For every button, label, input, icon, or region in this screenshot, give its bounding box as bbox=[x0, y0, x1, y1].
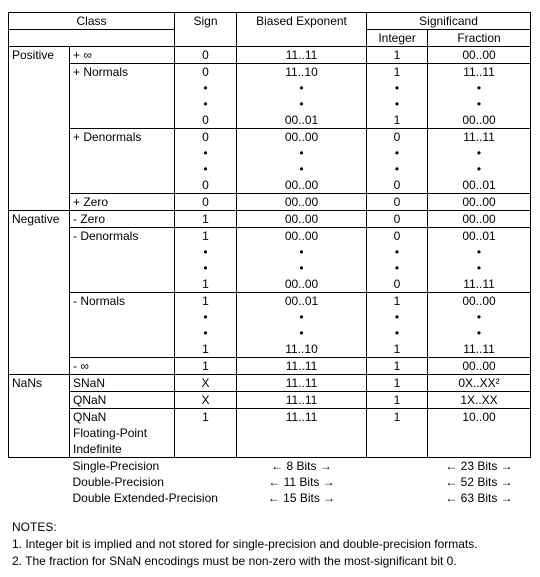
sign-cell bbox=[175, 47, 237, 64]
class-cell-line: QNaN bbox=[73, 410, 107, 424]
exponent-cell-line: 00..00 bbox=[284, 277, 319, 291]
sign-cell-line: • bbox=[203, 81, 208, 95]
integer-cell-line: 1 bbox=[393, 359, 401, 373]
fraction-cell-line: 11..11 bbox=[463, 342, 495, 356]
integer-cell-line: 1 bbox=[393, 294, 401, 308]
group-label: Negative bbox=[9, 211, 70, 375]
exponent-cell-line: 11..11 bbox=[285, 376, 318, 390]
exponent-cell-line: 11..10 bbox=[285, 65, 318, 79]
table-row bbox=[9, 375, 531, 392]
exponent-cell bbox=[237, 47, 367, 64]
format-name: Double-Precision bbox=[72, 475, 164, 489]
sign-cell bbox=[175, 64, 237, 129]
integer-cell bbox=[367, 129, 428, 194]
fraction-cell bbox=[428, 194, 531, 211]
integer-cell-line: 0 bbox=[393, 195, 401, 209]
sign-cell bbox=[175, 375, 237, 392]
exponent-cell-line: 00..00 bbox=[284, 195, 319, 209]
sign-cell-line: • bbox=[203, 261, 208, 275]
exponent-cell-line: 00..00 bbox=[284, 212, 319, 226]
note-2: 2. The fraction for SNaN encodings must be non-zero with the most-significant bit 0. bbox=[12, 554, 457, 568]
integer-cell-line: 0 bbox=[393, 130, 401, 144]
exponent-bits: ← 8 Bits → bbox=[271, 459, 332, 473]
sign-cell-line: X bbox=[201, 393, 210, 407]
sign-cell bbox=[175, 293, 237, 358]
integer-cell bbox=[367, 358, 428, 375]
header-sign: Sign bbox=[175, 13, 237, 47]
integer-cell bbox=[367, 375, 428, 392]
exponent-cell bbox=[237, 375, 367, 392]
header-integer: Integer bbox=[367, 30, 428, 47]
exponent-cell bbox=[237, 228, 367, 293]
fraction-cell-line: 11..11 bbox=[463, 65, 495, 79]
fraction-cell-line: • bbox=[476, 326, 482, 340]
integer-cell bbox=[367, 228, 428, 293]
sign-cell bbox=[175, 211, 237, 228]
sign-cell-line: 1 bbox=[202, 212, 209, 226]
sign-cell-line: X bbox=[201, 376, 210, 390]
class-cell-line: - Zero bbox=[73, 212, 106, 226]
fraction-bits: ← 63 Bits → bbox=[445, 491, 513, 505]
integer-cell-line: • bbox=[394, 81, 400, 95]
fraction-cell-line: 11..11 bbox=[463, 277, 495, 291]
table-row bbox=[9, 129, 531, 194]
integer-cell-line: 1 bbox=[393, 48, 401, 62]
class-cell-line: + Zero bbox=[73, 195, 109, 209]
exponent-cell-line: 11..11 bbox=[285, 393, 318, 407]
integer-cell-line: 0 bbox=[393, 277, 401, 291]
format-name: Double Extended-Precision bbox=[72, 491, 218, 505]
exponent-cell-line: • bbox=[299, 81, 304, 95]
sign-cell-line: 0 bbox=[202, 195, 209, 209]
fraction-cell bbox=[428, 375, 531, 392]
integer-cell bbox=[367, 211, 428, 228]
exponent-cell bbox=[237, 129, 367, 194]
table-row bbox=[9, 228, 531, 293]
fraction-cell-line: 11..11 bbox=[463, 130, 495, 144]
header-significand: Significand bbox=[367, 13, 531, 30]
fraction-cell-line: • bbox=[476, 146, 482, 160]
header-class-spacer bbox=[9, 30, 175, 47]
table-row bbox=[9, 194, 531, 211]
sign-cell-line: 1 bbox=[202, 342, 209, 356]
class-cell-line: - Normals bbox=[73, 294, 126, 308]
integer-cell bbox=[367, 47, 428, 64]
exponent-cell-line: 00..00 bbox=[284, 130, 319, 144]
table-row bbox=[9, 47, 531, 64]
group-label: NaNs bbox=[9, 375, 70, 458]
table-row bbox=[9, 358, 531, 375]
fraction-cell-line: 10..00 bbox=[462, 410, 496, 424]
sign-cell-line: 0 bbox=[202, 130, 209, 144]
fraction-cell-line: 00..01 bbox=[462, 178, 496, 192]
fraction-cell-line: • bbox=[476, 310, 482, 324]
sign-cell-line: 0 bbox=[202, 48, 209, 62]
exponent-cell-line: • bbox=[299, 245, 304, 259]
exponent-cell-line: • bbox=[299, 97, 304, 111]
integer-cell-line: • bbox=[394, 146, 400, 160]
fraction-cell bbox=[428, 293, 531, 358]
class-cell-line: Indefinite bbox=[73, 442, 122, 456]
exponent-cell bbox=[237, 392, 367, 409]
sign-cell bbox=[175, 194, 237, 211]
sign-cell-line: 1 bbox=[202, 294, 209, 308]
exponent-cell-line: • bbox=[299, 261, 304, 275]
integer-cell-line: • bbox=[394, 261, 400, 275]
sign-cell-line: 1 bbox=[202, 410, 209, 424]
integer-cell bbox=[367, 194, 428, 211]
class-cell-line: Floating-Point bbox=[73, 426, 148, 440]
sign-cell-line: 1 bbox=[202, 359, 209, 373]
sign-cell bbox=[175, 228, 237, 293]
exponent-cell-line: 11..11 bbox=[285, 48, 318, 62]
bit-width-spacer bbox=[367, 490, 428, 506]
class-cell-line: QNaN bbox=[73, 393, 107, 407]
integer-cell bbox=[367, 409, 428, 458]
integer-cell-line: • bbox=[394, 245, 400, 259]
fraction-bits: ← 23 Bits → bbox=[445, 459, 513, 473]
exponent-cell-line: • bbox=[299, 146, 304, 160]
note-1: 1. Integer bit is implied and not stored for single-precision and double-precision formats. bbox=[12, 537, 478, 551]
bit-width-rows bbox=[9, 458, 531, 507]
integer-cell-line: • bbox=[394, 326, 400, 340]
table-row bbox=[9, 293, 531, 358]
sign-cell bbox=[175, 129, 237, 194]
exponent-cell-line: 11..11 bbox=[285, 359, 318, 373]
table-row bbox=[9, 211, 531, 228]
table-row bbox=[9, 64, 531, 129]
integer-cell-line: 1 bbox=[393, 65, 401, 79]
exponent-cell-line: • bbox=[299, 162, 304, 176]
fraction-cell-line: • bbox=[476, 81, 482, 95]
table-row bbox=[9, 409, 531, 458]
bit-width-row bbox=[9, 474, 531, 490]
exponent-cell-line: 00..00 bbox=[284, 178, 319, 192]
class-cell bbox=[70, 228, 175, 293]
class-cell bbox=[70, 211, 175, 228]
class-cell-line: + ∞ bbox=[73, 48, 92, 62]
exponent-cell bbox=[237, 293, 367, 358]
class-cell bbox=[70, 194, 175, 211]
fraction-cell bbox=[428, 129, 531, 194]
sign-cell bbox=[175, 392, 237, 409]
class-cell-line: + Denormals bbox=[73, 130, 142, 144]
format-name: Single-Precision bbox=[72, 459, 160, 473]
class-cell-line: - ∞ bbox=[73, 359, 89, 373]
class-cell bbox=[70, 375, 175, 392]
sign-cell bbox=[175, 409, 237, 458]
sign-cell-line: 0 bbox=[202, 65, 209, 79]
integer-cell-line: 0 bbox=[393, 178, 401, 192]
exponent-cell-line: 11..10 bbox=[285, 342, 318, 356]
sign-cell-line: • bbox=[203, 326, 208, 340]
fraction-cell bbox=[428, 47, 531, 64]
integer-cell-line: 1 bbox=[393, 113, 401, 127]
integer-cell-line: 1 bbox=[393, 393, 401, 407]
class-cell-line: + Normals bbox=[73, 65, 129, 79]
fraction-cell bbox=[428, 392, 531, 409]
sign-cell-line: • bbox=[203, 97, 208, 111]
class-cell-line: - Denormals bbox=[73, 229, 139, 243]
fraction-cell-line: 00..00 bbox=[462, 294, 496, 308]
fraction-cell-line: 0X..XX² bbox=[458, 376, 500, 390]
class-cell-line: SNaN bbox=[73, 376, 106, 390]
sign-cell-line: 1 bbox=[202, 229, 209, 243]
fraction-cell-line: • bbox=[476, 162, 482, 176]
exponent-cell-line: • bbox=[299, 326, 304, 340]
exponent-cell-line: 11..11 bbox=[285, 410, 318, 424]
class-cell bbox=[70, 293, 175, 358]
integer-cell-line: 0 bbox=[393, 212, 401, 226]
fraction-cell bbox=[428, 211, 531, 228]
integer-cell-line: • bbox=[394, 162, 400, 176]
exponent-bits: ← 15 Bits → bbox=[267, 491, 336, 505]
integer-cell-line: • bbox=[394, 310, 400, 324]
fraction-bits: ← 52 Bits → bbox=[445, 475, 513, 489]
fraction-cell-line: 00..00 bbox=[462, 48, 496, 62]
bit-width-row bbox=[9, 458, 531, 475]
group-label: Positive bbox=[9, 47, 70, 211]
header-fraction: Fraction bbox=[428, 30, 531, 47]
header-biased-exponent: Biased Exponent bbox=[237, 13, 367, 47]
sign-cell-line: • bbox=[203, 310, 208, 324]
exponent-cell bbox=[237, 211, 367, 228]
fraction-cell-line: • bbox=[476, 97, 482, 111]
sign-cell-line: • bbox=[203, 146, 208, 160]
integer-cell bbox=[367, 64, 428, 129]
exponent-cell bbox=[237, 64, 367, 129]
fraction-cell-line: 1X..XX bbox=[460, 393, 498, 407]
integer-cell bbox=[367, 293, 428, 358]
fraction-cell bbox=[428, 409, 531, 458]
notes-title: NOTES: bbox=[12, 520, 57, 534]
bit-width-spacer bbox=[9, 490, 70, 506]
integer-cell-line: • bbox=[394, 97, 400, 111]
integer-cell-line: 1 bbox=[393, 376, 401, 390]
header-class: Class bbox=[9, 13, 175, 30]
fraction-cell-line: 00..00 bbox=[462, 195, 496, 209]
exponent-cell-line: 00..00 bbox=[284, 229, 319, 243]
integer-cell-line: 0 bbox=[393, 229, 401, 243]
floating-point-encoding-table bbox=[8, 12, 531, 506]
fraction-cell-line: 00..00 bbox=[462, 212, 496, 226]
integer-cell-line: 1 bbox=[393, 342, 401, 356]
sign-cell-line: • bbox=[203, 162, 208, 176]
sign-cell-line: 0 bbox=[202, 178, 209, 192]
class-cell bbox=[70, 409, 175, 458]
sign-cell-line: 0 bbox=[202, 113, 209, 127]
table-body bbox=[9, 47, 531, 458]
fraction-cell bbox=[428, 64, 531, 129]
class-cell bbox=[70, 129, 175, 194]
class-cell bbox=[70, 47, 175, 64]
exponent-cell-line: • bbox=[299, 310, 304, 324]
fraction-cell-line: • bbox=[476, 261, 482, 275]
exponent-cell bbox=[237, 194, 367, 211]
integer-cell-line: 1 bbox=[393, 410, 401, 424]
exponent-cell-line: 00..01 bbox=[284, 113, 319, 127]
fraction-cell bbox=[428, 358, 531, 375]
integer-cell bbox=[367, 392, 428, 409]
class-cell bbox=[70, 358, 175, 375]
exponent-cell-line: 00..01 bbox=[284, 294, 319, 308]
bit-width-spacer bbox=[367, 474, 428, 490]
sign-cell-line: • bbox=[203, 245, 208, 259]
exponent-cell bbox=[237, 358, 367, 375]
exponent-cell bbox=[237, 409, 367, 458]
table-row bbox=[9, 392, 531, 409]
bit-width-spacer bbox=[9, 458, 70, 475]
bit-width-spacer bbox=[367, 458, 428, 475]
fraction-cell bbox=[428, 228, 531, 293]
fraction-cell-line: 00..01 bbox=[462, 229, 496, 243]
sign-cell bbox=[175, 358, 237, 375]
exponent-bits: ← 11 Bits → bbox=[268, 475, 335, 489]
bit-width-row bbox=[9, 490, 531, 506]
notes-section bbox=[12, 519, 532, 570]
class-cell bbox=[70, 392, 175, 409]
fraction-cell-line: • bbox=[476, 245, 482, 259]
sign-cell-line: 1 bbox=[202, 277, 209, 291]
fraction-cell-line: 00..00 bbox=[462, 113, 496, 127]
bit-width-spacer bbox=[9, 474, 70, 490]
fraction-cell-line: 00..00 bbox=[462, 359, 496, 373]
class-cell bbox=[70, 64, 175, 129]
